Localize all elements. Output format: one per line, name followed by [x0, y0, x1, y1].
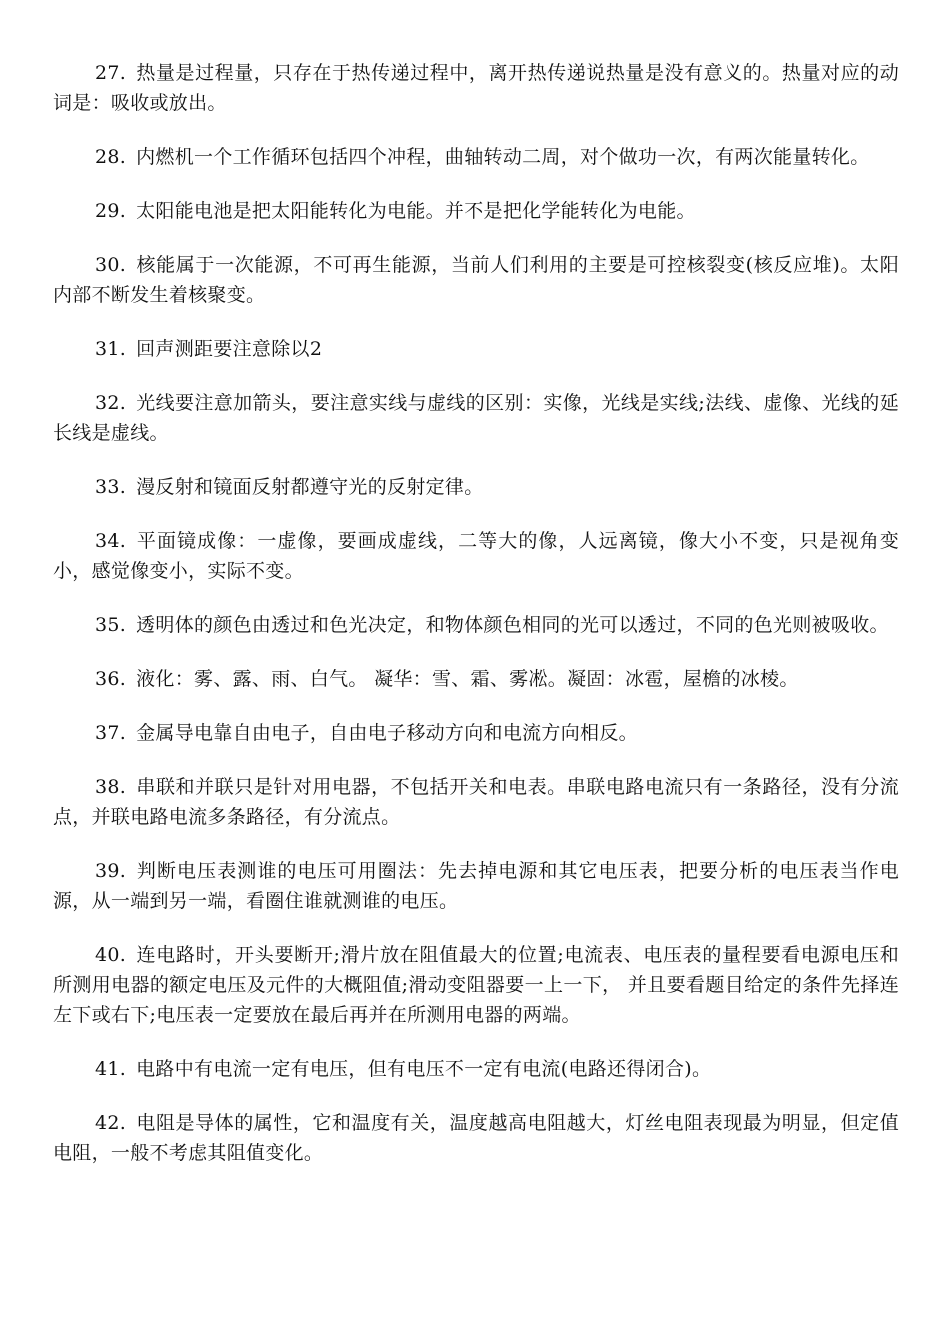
paragraph-number: 37.: [95, 722, 127, 744]
paragraph-number: 35.: [95, 614, 127, 636]
paragraph-number: 39.: [95, 860, 127, 882]
paragraph-text: 串联和并联只是针对用电器，不包括开关和电表。串联电路电流只有一条路径，没有分流点，并联电路电流多条路径，有分流点。: [53, 776, 899, 828]
paragraph-40: [53, 940, 899, 1030]
paragraph-number: 33.: [95, 476, 127, 498]
paragraph-text: 电路中有电流一定有电压，但有电压不一定有电流(电路还得闭合)。: [136, 1058, 712, 1080]
paragraph-text: 平面镜成像：一虚像，要画成虚线，二等大的像，人远离镜，像大小不变，只是视角变小，感觉像变小，实际不变。: [53, 530, 899, 582]
paragraph-text: 电阻是导体的属性，它和温度有关，温度越高电阻越大，灯丝电阻表现最为明显，但定值电阻，一般不考虑其阻值变化。: [53, 1112, 899, 1164]
paragraph-number: 27.: [95, 62, 127, 84]
paragraph-37: [53, 718, 899, 748]
paragraph-36: [53, 664, 899, 694]
paragraph-number: 38.: [95, 776, 127, 798]
paragraph-text: 核能属于一次能源，不可再生能源，当前人们利用的主要是可控核裂变(核反应堆)。太阳内部不断发生着核聚变。: [53, 254, 899, 306]
paragraph-text: 回声测距要注意除以2: [136, 338, 323, 360]
paragraph-33: [53, 472, 899, 502]
paragraph-text: 连电路时，开头要断开;滑片放在阻值最大的位置;电流表、电压表的量程要看电源电压和所测用电器的额定电压及元件的大概阻值;滑动变阻器要一上一下， 并且要看题目给定的条件先择连左下或右下;电压表一定要放在最后再并在所测用电器的两端。: [53, 944, 899, 1026]
paragraph-34: [53, 526, 899, 586]
paragraph-text: 漫反射和镜面反射都遵守光的反射定律。: [136, 476, 484, 498]
paragraph-number: 40.: [95, 944, 127, 966]
paragraph-number: 30.: [95, 254, 127, 276]
paragraph-text: 光线要注意加箭头，要注意实线与虚线的区别：实像，光线是实线;法线、虚像、光线的延长线是虚线。: [53, 392, 899, 444]
paragraph-number: 34.: [95, 530, 127, 552]
paragraph-text: 判断电压表测谁的电压可用圈法：先去掉电源和其它电压表，把要分析的电压表当作电源，从一端到另一端，看圈住谁就测谁的电压。: [53, 860, 899, 912]
paragraph-number: 42.: [95, 1112, 127, 1134]
paragraph-39: [53, 856, 899, 916]
paragraph-41: [53, 1054, 899, 1084]
paragraph-text: 透明体的颜色由透过和色光决定，和物体颜色相同的光可以透过，不同的色光则被吸收。: [136, 614, 889, 636]
paragraph-text: 热量是过程量，只存在于热传递过程中，离开热传递说热量是没有意义的。热量对应的动词是：吸收或放出。: [53, 62, 899, 114]
paragraph-number: 28.: [95, 146, 127, 168]
paragraph-35: [53, 610, 899, 640]
paragraph-text: 内燃机一个工作循环包括四个冲程，曲轴转动二周，对个做功一次，有两次能量转化。: [136, 146, 870, 168]
paragraph-28: [53, 142, 899, 172]
paragraph-31: [53, 334, 899, 364]
paragraph-number: 32.: [95, 392, 127, 414]
paragraph-38: [53, 772, 899, 832]
paragraph-number: 41.: [95, 1058, 127, 1080]
paragraph-29: [53, 196, 899, 226]
paragraph-text: 金属导电靠自由电子，自由电子移动方向和电流方向相反。: [136, 722, 638, 744]
paragraph-30: [53, 250, 899, 310]
paragraph-number: 31.: [95, 338, 127, 360]
paragraph-42: [53, 1108, 899, 1168]
paragraph-number: 29.: [95, 200, 127, 222]
paragraph-32: [53, 388, 899, 448]
document-body: [53, 58, 899, 1192]
paragraph-27: [53, 58, 899, 118]
paragraph-text: 液化：雾、露、雨、白气。 凝华：雪、霜、雾凇。凝固：冰雹，屋檐的冰棱。: [136, 668, 799, 690]
paragraph-number: 36.: [95, 668, 127, 690]
paragraph-text: 太阳能电池是把太阳能转化为电能。并不是把化学能转化为电能。: [136, 200, 696, 222]
